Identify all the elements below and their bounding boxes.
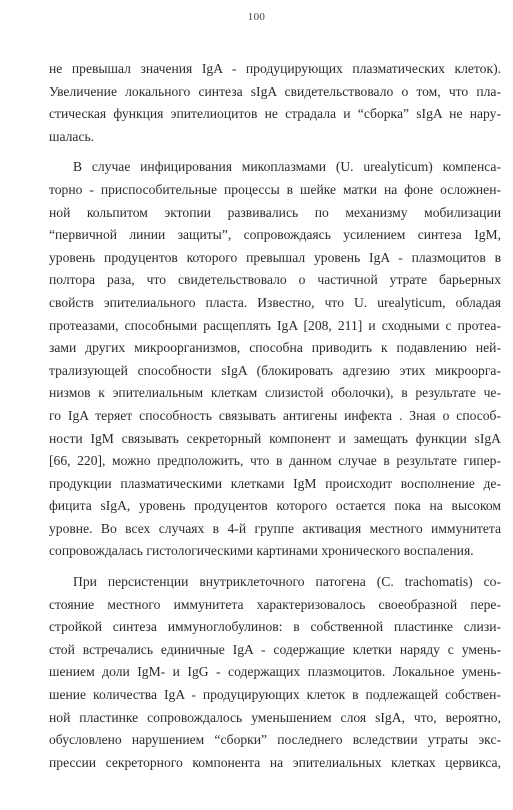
text-line: шалась. — [49, 128, 95, 144]
page-number: 100 — [247, 11, 266, 23]
text-line: зами других микроорганизмов, способна приводить к подавлению ней- — [49, 340, 501, 356]
text-line: стой встречались единичные IgA - содержащие клетки наряду с умень- — [49, 641, 501, 657]
text-line: обусловлено нарушением “сборки” последнего вследствии утраты экс- — [49, 732, 501, 748]
text-line: [66, 220], можно предположить, что в данном случае в результате гипер- — [49, 453, 501, 469]
text-line: ной кольпитом эктопии развивались по механизму мобилизации — [49, 204, 501, 220]
text-line: стройкой синтеза иммуноглобулинов: в собственной пластинке слизи- — [49, 619, 501, 635]
text-line: стическая функция эпителиоцитов не страдала и “сборка” sIgA не нару- — [49, 106, 501, 122]
text-line: шение количества IgA - продуцирующих клеток в подлежащей собствен- — [49, 687, 501, 703]
text-line: При персистенции внутриклеточного патогена (C. trachomatis) со- — [73, 574, 501, 590]
text-line: сопровождалась гистологическими картинами хронического воспаления. — [49, 543, 474, 559]
body-text — [49, 58, 501, 774]
text-line: фицита sIgA, уровень продуцентов которого остается пока на высоком — [49, 498, 501, 514]
text-line: го IgA теряет способность связывать антигены инфекта . Зная о способ- — [49, 407, 501, 423]
text-line: низмов к эпителиальным клеткам слизистой оболочки), в результате че- — [49, 385, 501, 401]
text-line: не превышал значения IgA - продуцирующих плазматических клеток). — [49, 61, 501, 76]
text-line: трализующей способности sIgA (блокировать адгезию этих микроорга- — [49, 362, 501, 378]
text-line: ности IgM связывать секреторный компонент и замещать функции sIgA — [49, 430, 501, 446]
text-line: В случае инфицирования микоплазмами (U. urealyticum) компенса- — [73, 159, 501, 175]
text-line: уровне. Во всех случаях в 4-й группе активация местного иммунитета — [49, 520, 501, 536]
paragraph-gap — [49, 148, 501, 156]
text-line: торно - приспособительные процессы в шейке матки на фоне осложнен- — [49, 181, 501, 197]
paragraph-gap — [49, 563, 501, 571]
text-line: Увеличение локального синтеза sIgA свидетельствовало о том, что пла- — [49, 83, 501, 99]
text-line: протеазами, способными расщеплять IgA [208, 211] и сходными с протеа- — [49, 317, 501, 333]
text-line: продукции плазматическими клетками IgM происходит восполнение де- — [49, 475, 501, 491]
text-line: уровень продуцентов которого превышал уровень IgA - плазмоцитов в — [49, 249, 501, 265]
paragraph — [49, 571, 501, 774]
text-line: прессии секреторного компонента на эпителиальных клетках цервикса, — [49, 754, 501, 770]
text-line: стояние местного иммунитета характеризовалось своеобразной пере- — [49, 596, 501, 612]
text-line: полтора раза, что свидетельствовало о частичной утрате барьерных — [49, 272, 501, 288]
text-line: свойств эпителиального пласта. Известно, что U. urealyticum, обладая — [49, 294, 501, 310]
paragraph — [49, 58, 501, 148]
paragraph — [49, 156, 501, 563]
text-line: шением доли IgM- и IgG - содержащих плазмоцитов. Локальное умень- — [49, 664, 501, 680]
text-line: “первичной линии защиты”, сопровождаясь усилением синтеза IgM, — [49, 227, 501, 243]
text-line: ной пластинке сопровождалось уменьшением слоя sIgA, что, вероятно, — [49, 709, 501, 725]
